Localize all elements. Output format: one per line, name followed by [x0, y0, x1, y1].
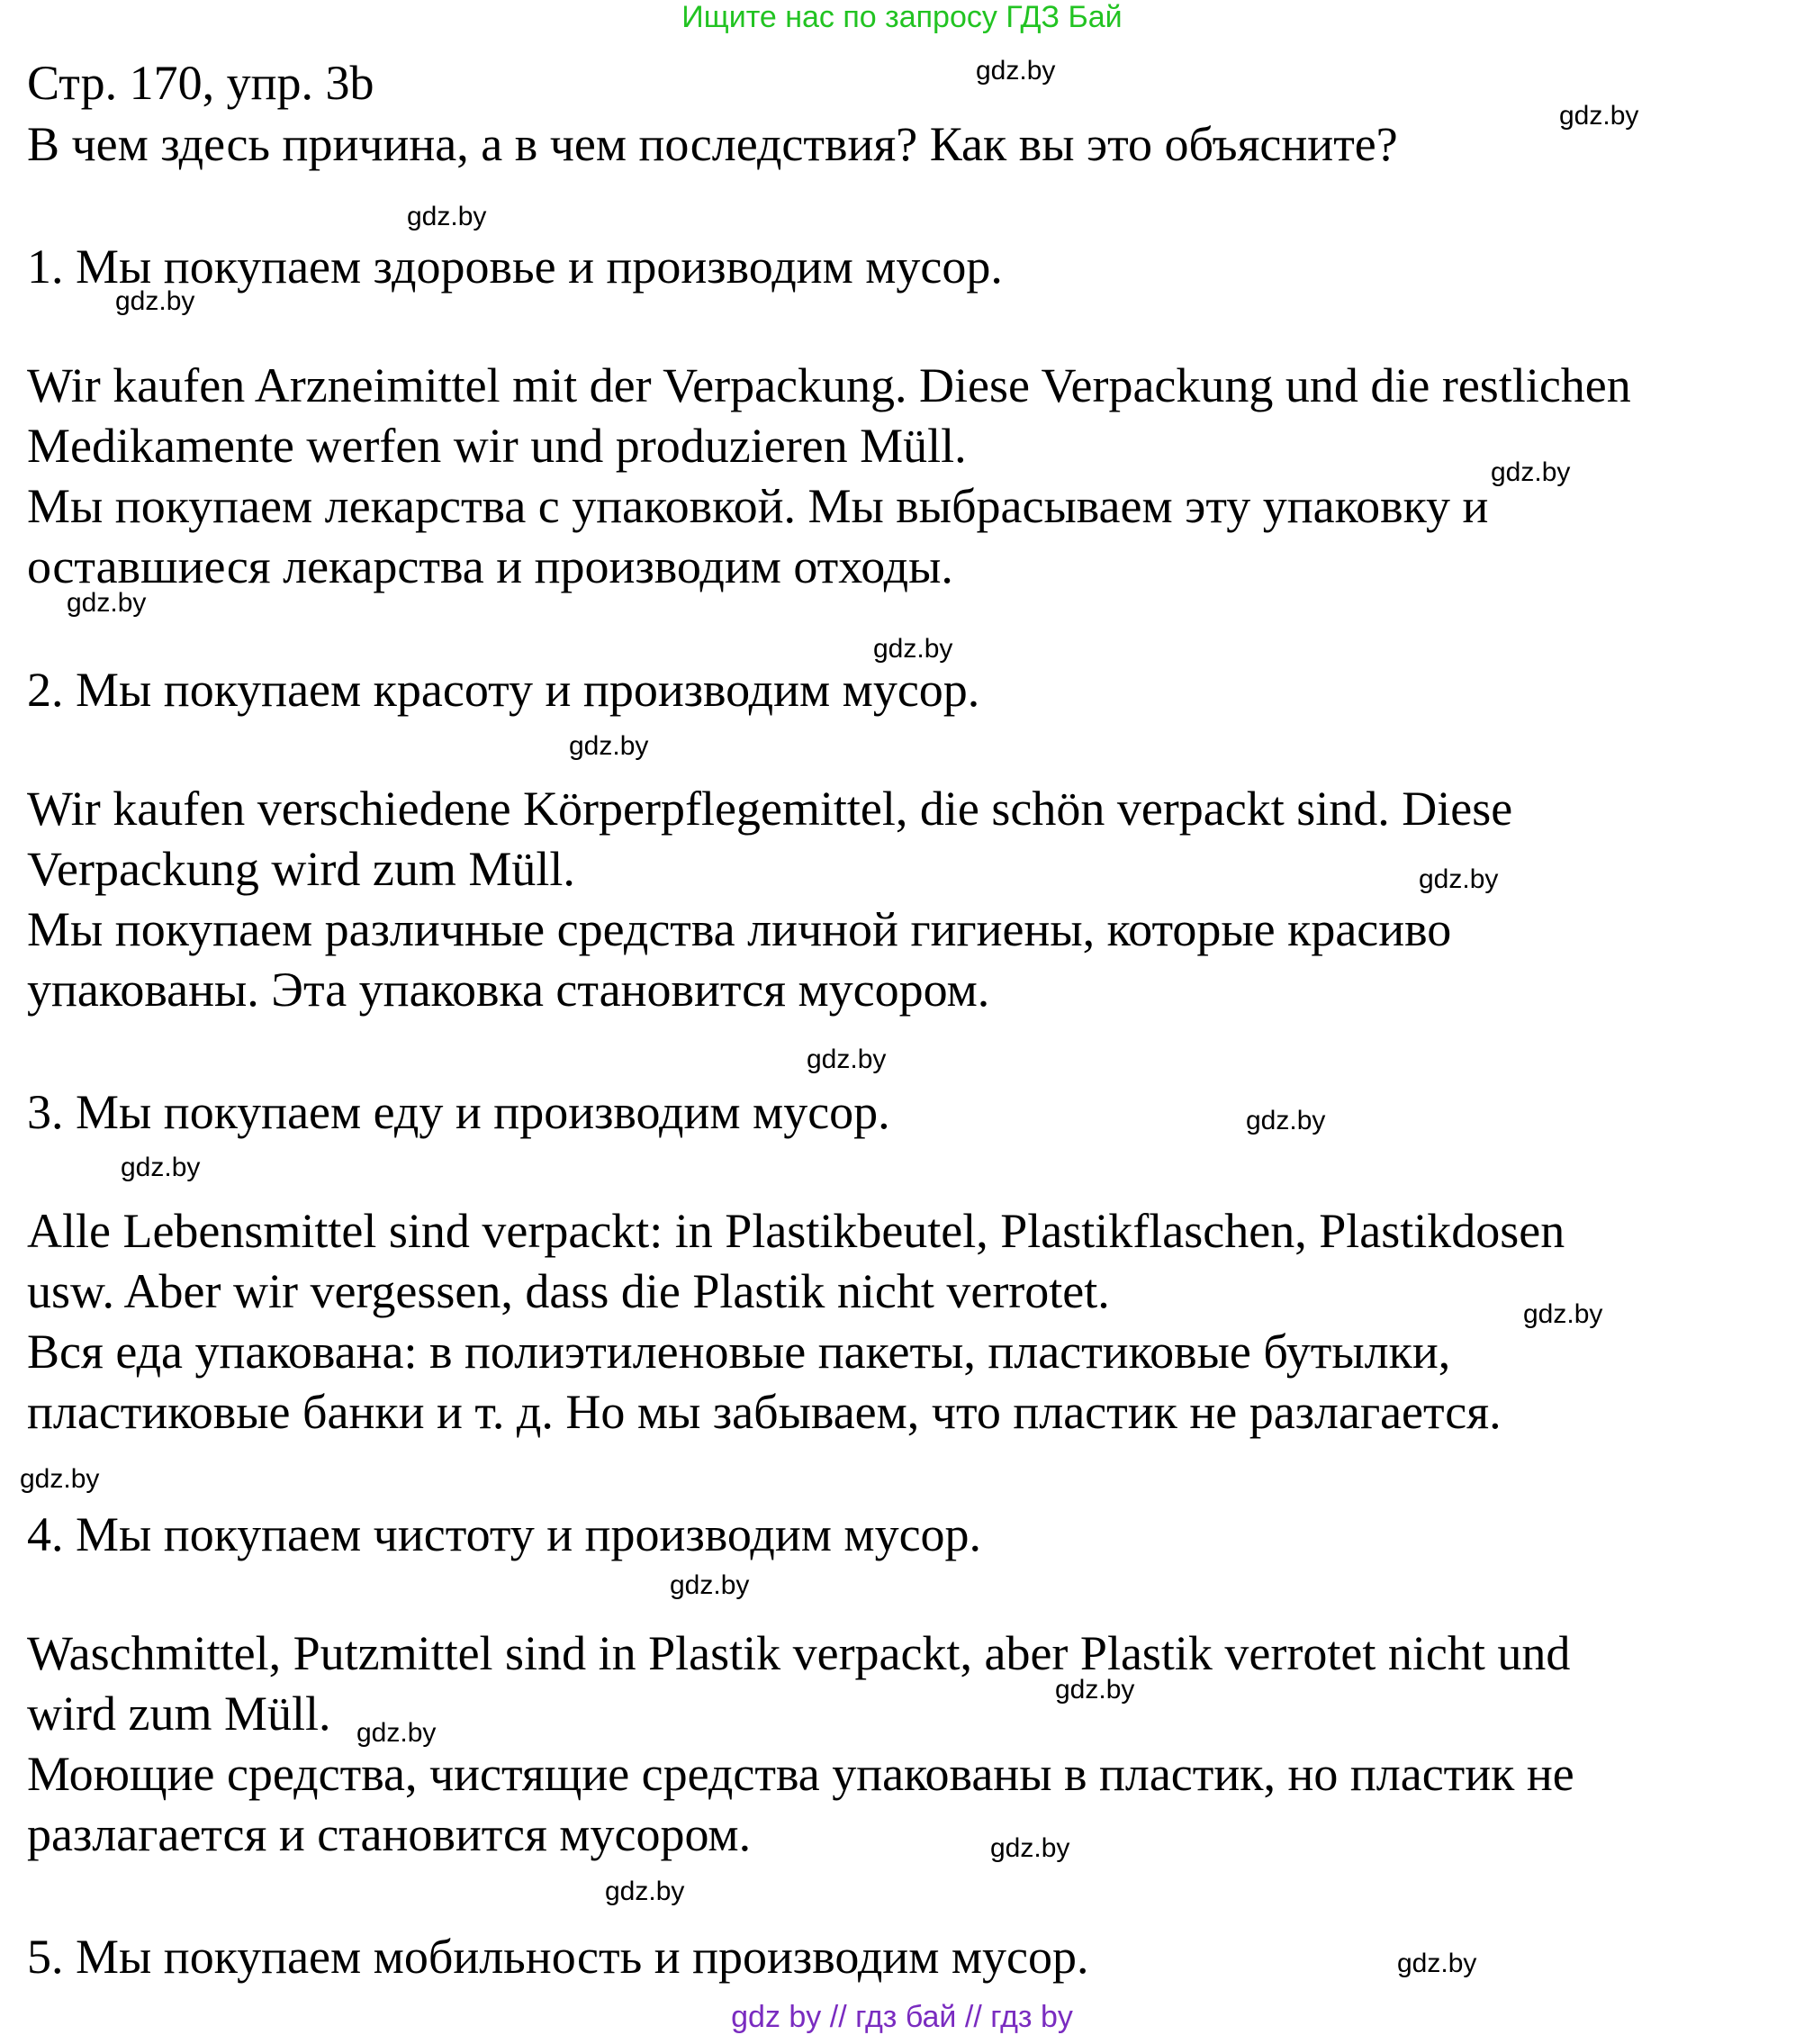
watermark: gdz.by: [20, 1464, 100, 1494]
item-2-heading: 2. Мы покупаем красоту и производим мусор.: [27, 663, 980, 717]
item-1-heading: 1. Мы покупаем здоровье и производим мусор.: [27, 240, 1003, 294]
watermark: gdz.by: [605, 1877, 685, 1906]
watermark: gdz.by: [1397, 1949, 1477, 1978]
footer-banner[interactable]: gdz by // гдз бай // гдз by: [731, 2000, 1073, 2034]
watermark: gdz.by: [976, 56, 1056, 86]
item-4-russian-line-1: Моющие средства, чистящие средства упакованы в пластик, но пластик не: [27, 1747, 1574, 1801]
item-2-russian-line-2: упакованы. Эта упаковка становится мусором.: [27, 963, 990, 1017]
watermark: gdz.by: [356, 1718, 437, 1748]
watermark: gdz.by: [1491, 457, 1571, 487]
item-3-russian-line-1: Вся еда упакована: в полиэтиленовые пакеты, пластиковые бутылки,: [27, 1325, 1451, 1379]
watermark: gdz.by: [67, 588, 147, 618]
item-4-russian-line-2: разлагается и становится мусором.: [27, 1807, 752, 1861]
watermark: gdz.by: [990, 1833, 1070, 1863]
exercise-title: Стр. 170, упр. 3b: [27, 56, 374, 110]
item-2-russian-line-1: Мы покупаем различные средства личной гигиены, которые красиво: [27, 902, 1452, 956]
item-3-russian-line-2: пластиковые банки и т. д. Но мы забываем, что пластик не разлагается.: [27, 1385, 1502, 1439]
item-3-german-line-1: Alle Lebensmittel sind verpackt: in Plastikbeutel, Plastikflaschen, Plastikdosen: [27, 1204, 1565, 1258]
header-banner[interactable]: Ищите нас по запросу ГДЗ Бай: [681, 0, 1123, 34]
watermark: gdz.by: [873, 634, 953, 664]
item-1-russian-line-1: Мы покупаем лекарства с упаковкой. Мы выбрасываем эту упаковку и: [27, 479, 1489, 533]
watermark: gdz.by: [1419, 864, 1499, 894]
watermark: gdz.by: [1559, 101, 1639, 131]
item-1-german-line-2: Medikamente werfen wir und produzieren Müll.: [27, 419, 967, 473]
item-4-heading: 4. Мы покупаем чистоту и производим мусор.: [27, 1507, 982, 1561]
watermark: gdz.by: [121, 1153, 201, 1182]
item-1-german-line-1: Wir kaufen Arzneimittel mit der Verpackung. Diese Verpackung und die restlichen: [27, 358, 1631, 412]
item-3-german-line-2: usw. Aber wir vergessen, dass die Plastik nicht verrotet.: [27, 1264, 1110, 1318]
item-3-heading: 3. Мы покупаем еду и производим мусор.: [27, 1085, 890, 1139]
watermark: gdz.by: [670, 1570, 750, 1600]
item-4-german-line-1: Waschmittel, Putzmittel sind in Plastik verpackt, aber Plastik verrotet nicht und: [27, 1626, 1571, 1680]
item-2-german-line-1: Wir kaufen verschiedene Körperpflegemittel, die schön verpackt sind. Diese: [27, 782, 1513, 836]
item-4-german-line-2: wird zum Müll.: [27, 1687, 331, 1741]
item-1-russian-line-2: оставшиеся лекарства и производим отходы.: [27, 539, 953, 593]
watermark: gdz.by: [115, 286, 195, 316]
watermark: gdz.by: [1055, 1675, 1135, 1705]
watermark: gdz.by: [407, 202, 487, 231]
exercise-question: В чем здесь причина, а в чем последствия? Как вы это объясните?: [27, 117, 1398, 171]
watermark: gdz.by: [1246, 1106, 1326, 1135]
watermark: gdz.by: [1523, 1299, 1603, 1329]
watermark: gdz.by: [569, 731, 649, 761]
watermark: gdz.by: [807, 1045, 887, 1074]
item-2-german-line-2: Verpackung wird zum Müll.: [27, 842, 575, 896]
item-5-heading: 5. Мы покупаем мобильность и производим мусор.: [27, 1930, 1089, 1984]
